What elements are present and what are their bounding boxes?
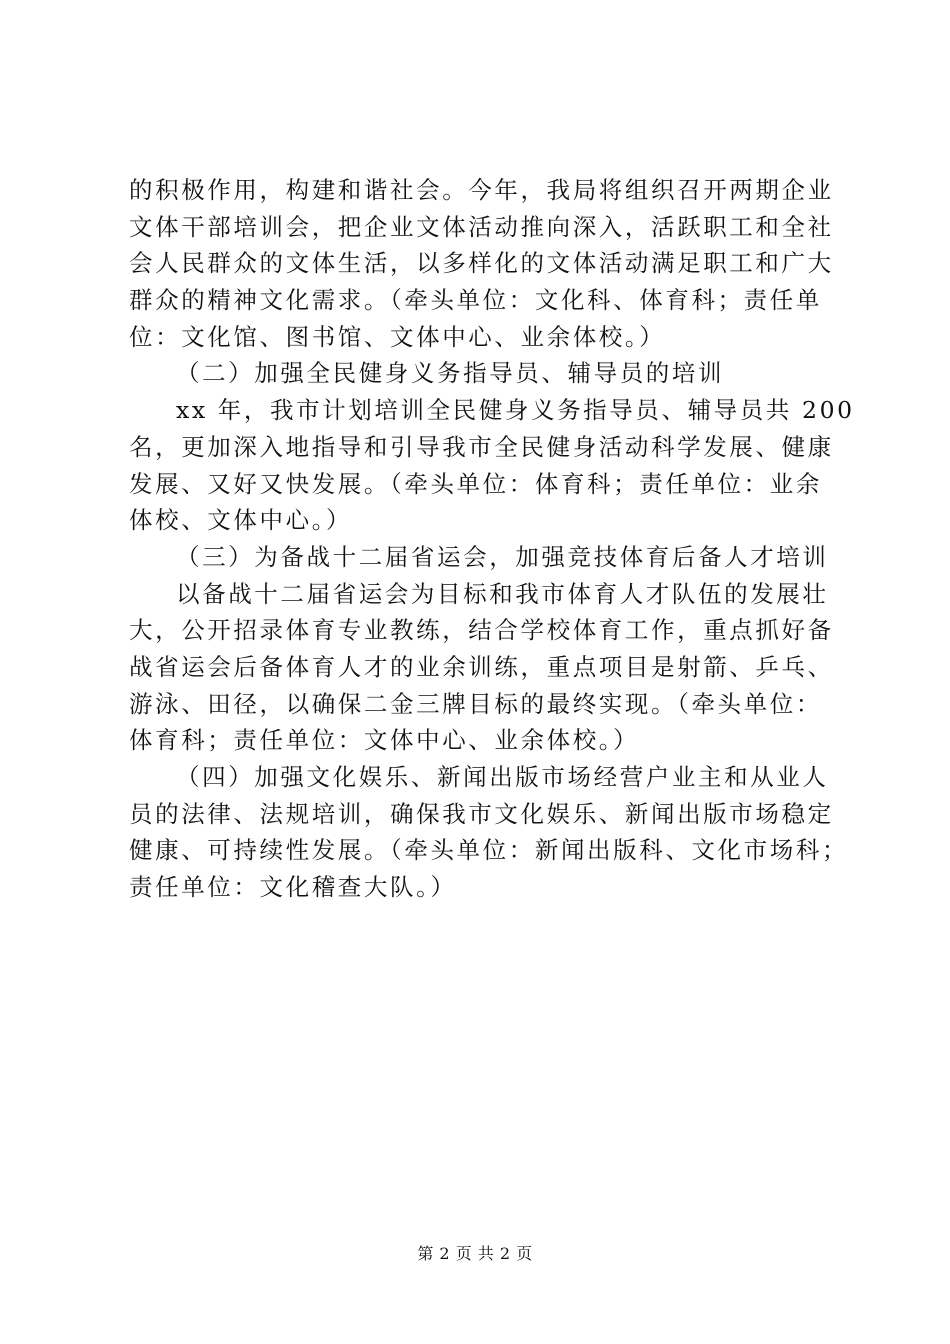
- text-line: 群众的精神文化需求。（牵头单位：文化科、体育科；责任单: [129, 286, 822, 315]
- text-line: 体育科；责任单位：文体中心、业余体校。）: [129, 726, 640, 755]
- text-line: 体校、文体中心。）: [129, 506, 353, 535]
- text-line: 发展、又好又快发展。（牵头单位：体育科；责任单位：业余: [129, 469, 822, 498]
- text-line: 会人民群众的文体生活，以多样化的文体活动满足职工和广大: [129, 249, 834, 278]
- section-heading-4: （四）加强文化娱乐、新闻出版市场经营户业主和从业人: [176, 763, 829, 791]
- text-line: 位：文化馆、图书馆、文体中心、业余体校。）: [129, 322, 666, 351]
- text-line: 以备战十二届省运会为目标和我市体育人才队伍的发展壮: [176, 579, 829, 608]
- section-heading-3: （三）为备战十二届省运会，加强竞技体育后备人才培训: [176, 542, 829, 571]
- page-footer: [0, 1243, 950, 1265]
- text-line: 名，更加深入地指导和引导我市全民健身活动科学发展、健康: [129, 432, 834, 461]
- text-line: 文体干部培训会，把企业文体活动推向深入，活跃职工和全社: [129, 212, 834, 241]
- text-line: 游泳、田径，以确保二金三牌目标的最终实现。（牵头单位：: [129, 689, 822, 718]
- text-line: 战省运会后备体育人才的业余训练，重点项目是射箭、乒乓、: [129, 652, 834, 681]
- text-line: 责任单位：文化稽查大队。）: [129, 873, 457, 902]
- text-line: 的积极作用，构建和谐社会。今年，我局将组织召开两期企业: [129, 176, 834, 204]
- text-line: xx 年，我市计划培训全民健身义务指导员、辅导员共 200: [176, 396, 855, 425]
- page-number: 第 2 页 共 2 页: [417, 1244, 533, 1263]
- text-line: 员的法律、法规培训，确保我市文化娱乐、新闻出版市场稳定: [129, 799, 834, 828]
- text-line: 大，公开招录体育专业教练，结合学校体育工作，重点抓好备: [129, 616, 834, 645]
- document-body: [129, 172, 855, 906]
- section-heading-2: （二）加强全民健身义务指导员、辅导员的培训: [176, 359, 725, 388]
- text-line: 健康、可持续性发展。（牵头单位：新闻出版科、文化市场科；: [129, 836, 849, 865]
